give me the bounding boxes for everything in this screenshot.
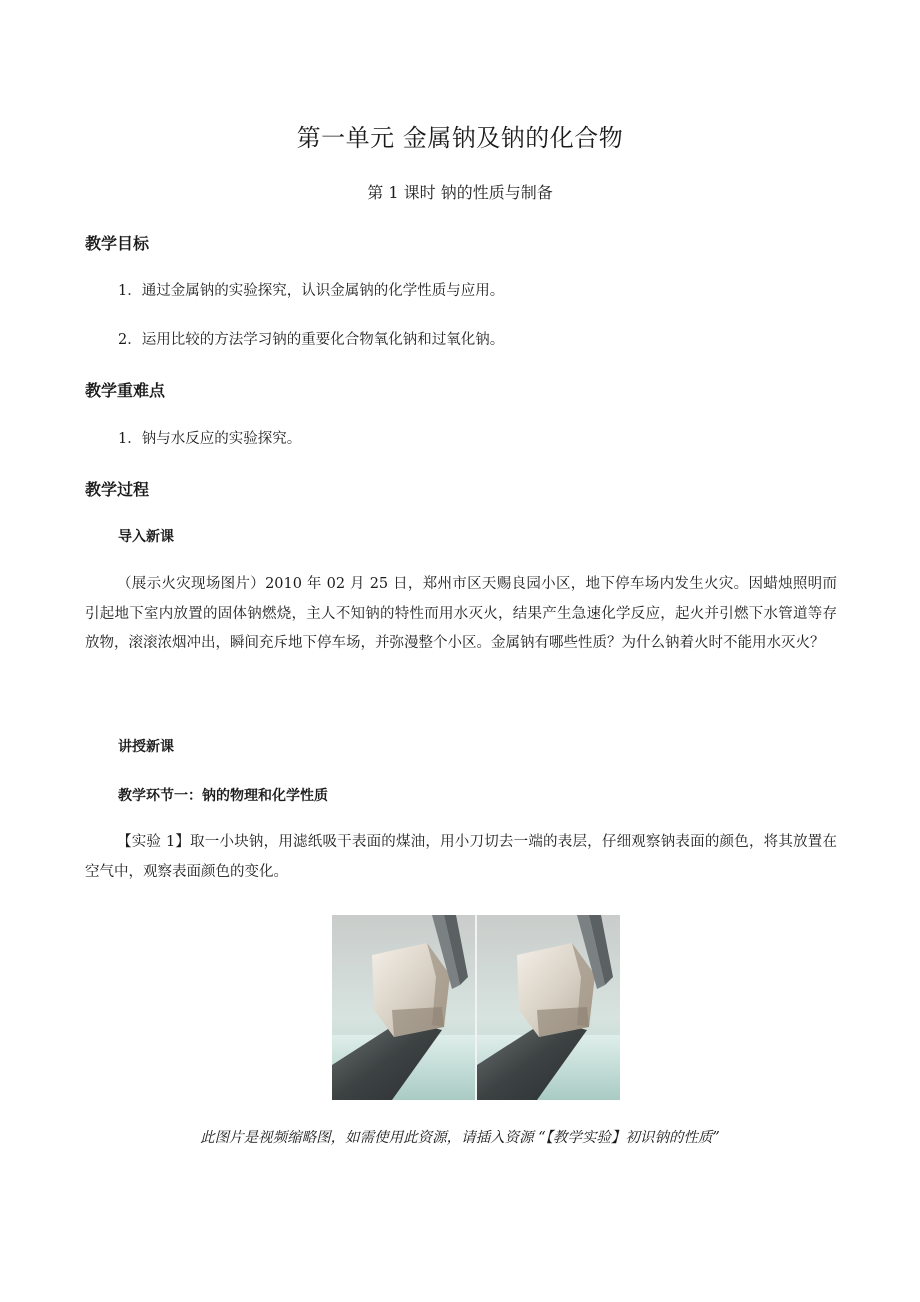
- key-difficulties-heading: 教学重难点: [85, 381, 166, 400]
- video-thumbnail[interactable]: [332, 915, 620, 1100]
- intro-paragraph: （展示火灾现场图片）2010 年 02 月 25 日，郑州市区天赐良园小区，地下停车场内发生火灾。因蜡烛照明而引起地下室内放置的固体钠燃烧，主人不知钠的特性而用水灭火，结果产生急速化学反应，起火并引燃下水管道等存放物，滚滚浓烟冲出，瞬间充斥地下停车场，并弥漫整个小区。金属钠有哪些性质？为什么钠着火时不能用水灭火？: [85, 576, 837, 651]
- lesson-subtitle: 第 1 课时 钠的性质与制备: [367, 183, 553, 202]
- experiment1-paragraph: 【实验 1】取一小块钠，用滤纸吸干表面的煤油，用小刀切去一端的表层，仔细观察钠表面的颜色，将其放置在空气中，观察表面颜色的变化。: [85, 834, 837, 880]
- document-title: 第一单元 金属钠及钠的化合物: [296, 124, 624, 152]
- goal-item-2: 2．运用比较的方法学习钠的重要化合物氧化钠和过氧化钠。: [118, 332, 505, 348]
- sodium-cutting-image: [332, 915, 620, 1100]
- intro-heading: 导入新课: [118, 529, 174, 545]
- keypoint-item-1: 1．钠与水反应的实验探究。: [118, 431, 302, 447]
- goal-item-1: 1．通过金属钠的实验探究，认识金属钠的化学性质与应用。: [118, 283, 505, 299]
- teaching-goals-heading: 教学目标: [85, 234, 150, 253]
- teaching-process-heading: 教学过程: [85, 480, 150, 499]
- figure-caption: 此图片是视频缩略图，如需使用此资源，请插入资源 “【教学实验】初识钠的性质”: [200, 1130, 720, 1146]
- section1-heading: 教学环节一：钠的物理和化学性质: [118, 788, 328, 804]
- lecture-heading: 讲授新课: [118, 739, 174, 755]
